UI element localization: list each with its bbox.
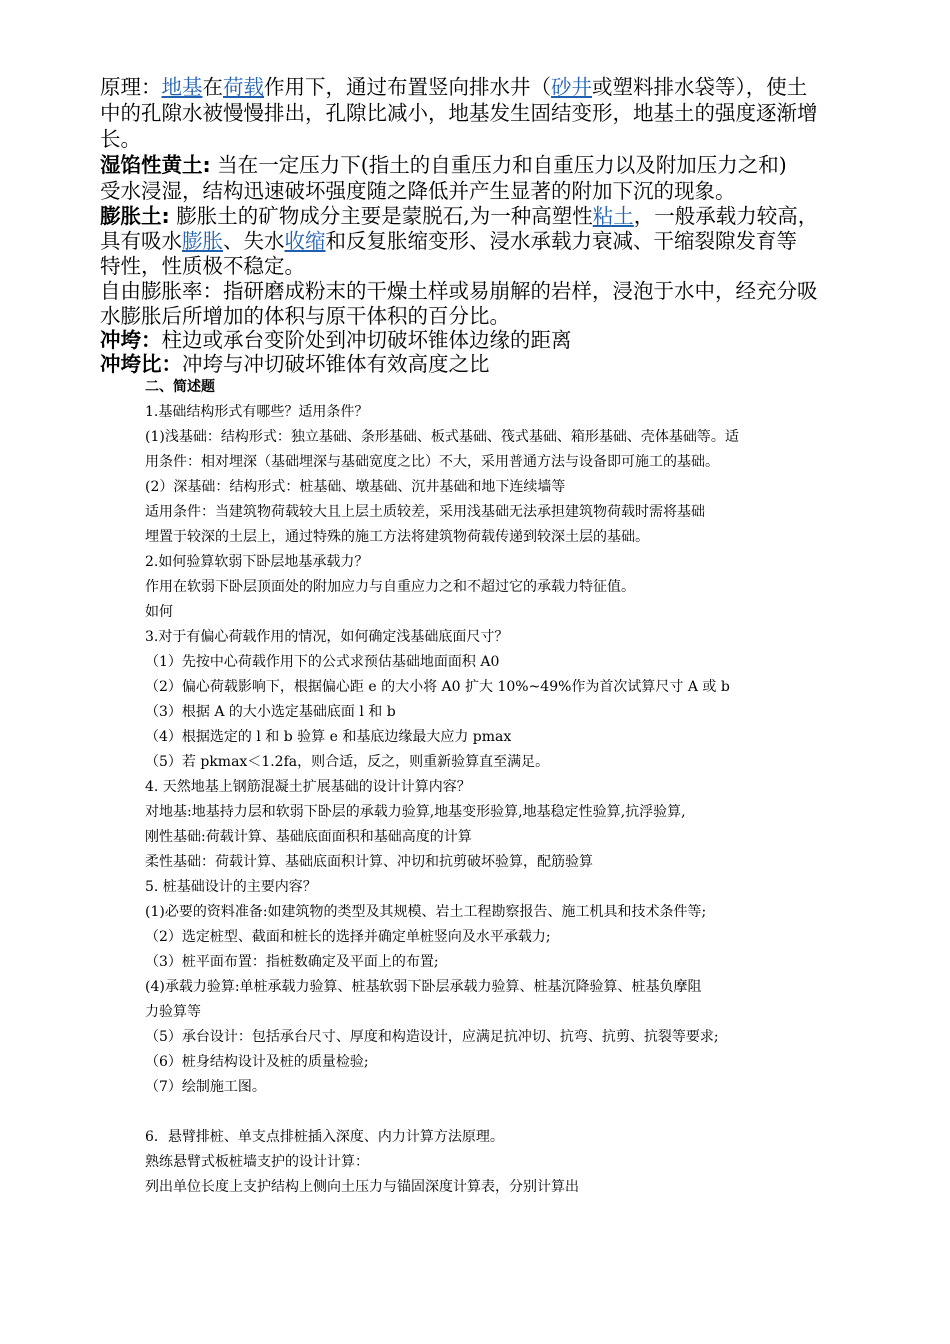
loess-term: 湿馅性黄土: [100,153,211,177]
text-span: 具有吸水 [100,229,182,253]
doc-line: 作用在软弱下卧层顶面处的附加应力与自重应力之和不超过它的承载力特征值。 [145,579,635,595]
doc-line: （7）绘制施工图。 [145,1079,266,1095]
text-span: 在 [202,75,223,99]
doc-line: (4)承载力验算:单桩承载力验算、桩基软弱下卧层承载力验算、桩基沉降验算、桩基负摩阻 [145,979,702,995]
text-span: 和反复胀缩变形、浸水承载力衰减、干缩裂隙发育等 [325,229,797,253]
doc-line: 4. 天然地基上钢筋混凝土扩展基础的设计计算内容？ [145,779,471,795]
expansive-soil-line-1 [100,203,818,229]
doc-line: （5）承台设计：包括承台尺寸、厚度和构造设计，应满足抗冲切、抗弯、抗剪、抗裂等要求; [145,1029,719,1045]
punching-term: 冲垮： [100,328,162,352]
principle-line-1 [100,74,807,100]
doc-line: （1）先按中心荷载作用下的公式求预估基础地面面积 A0 [145,654,500,670]
doc-line: （6）桩身结构设计及桩的质量检验; [145,1054,369,1070]
link-niantu[interactable]: 粘土 [592,204,634,228]
loess-line-2: 受水浸湿，结构迅速破坏强度随之降低并产生显著的附加下沉的现象。 [100,179,736,203]
link-shajing[interactable]: 砂井 [551,75,592,99]
expansive-soil-term: 膨胀土: [100,204,170,228]
text-span: 、失水 [223,229,285,253]
section-heading: 二、简述题 [145,379,215,395]
punching-ratio-term: 冲垮比： [100,352,182,376]
doc-line: 力验算等 [145,1004,201,1020]
punching-ratio-line [100,351,490,377]
text-span: 或塑料排水袋等），使土 [592,75,808,99]
doc-line: 6．悬臂排桩、单支点排桩插入深度、内力计算方法原理。 [145,1129,504,1145]
principle-line-2: 中的孔隙水被慢慢排出，孔隙比减小，地基发生固结变形，地基土的强度逐渐增 [100,101,818,125]
principle-line-3: 长。 [100,127,141,151]
doc-line: 对地基:地基持力层和软弱下卧层的承载力验算,地基变形验算,地基稳定性验算,抗浮验算, [145,804,686,820]
doc-line: (1)浅基础：结构形式：独立基础、条形基础、板式基础、筏式基础、箱形基础、壳体基础等。适 [145,429,739,445]
expansive-soil-line-2 [100,228,797,254]
text-span: ，一般承载力较高， [633,204,819,228]
link-hezai[interactable]: 荷载 [223,75,264,99]
doc-line: 列出单位长度上支护结构上侧向土压力与锚固深度计算表，分别计算出 [145,1179,579,1195]
doc-line: 用条件：相对埋深（基础埋深与基础宽度之比）不大，采用普通方法与设备即可施工的基础。 [145,454,719,470]
text-span: 膨胀土的矿物成分主要是蒙脱石,为一种高塑性 [169,204,593,228]
doc-line: （4）根据选定的 l 和 b 验算 e 和基底边缘最大应力 pmax [145,729,512,745]
doc-line: 埋置于较深的土层上，通过特殊的施工方法将建筑物荷载传递到较深土层的基础。 [145,529,649,545]
text-span: 作用下，通过布置竖向排水井（ [264,75,551,99]
doc-line: （5）若 pkmax＜1.2fa，则合适，反之，则重新验算直至满足。 [145,754,550,770]
doc-line: 3.对于有偏心荷载作用的情况，如何确定浅基础底面尺寸？ [145,629,509,645]
loess-line-1 [100,152,787,178]
principle-label: 原理： [100,75,162,99]
doc-line: （3）桩平面布置：指桩数确定及平面上的布置; [145,954,439,970]
doc-line: 柔性基础：荷载计算、基础底面积计算、冲切和抗剪破坏验算，配筋验算 [145,854,593,870]
link-pengzhang[interactable]: 膨胀 [182,229,223,253]
link-diji[interactable]: 地基 [161,75,203,99]
text-span: 柱边或承台变阶处到冲切破坏锥体边缘的距离 [161,328,572,352]
text-span: 当在一定压力下(指土的自重压力和自重压力以及附加压力之和) [210,153,787,177]
doc-line: 熟练悬臂式板桩墙支护的设计计算： [145,1154,369,1170]
doc-line: 适用条件：当建筑物荷载较大且上层土质较差，采用浅基础无法承担建筑物荷载时需将基础 [145,504,705,520]
doc-line: (1)必要的资料准备:如建筑物的类型及其规模、岩土工程勘察报告、施工机具和技术条件等; [145,904,707,920]
link-shousuo[interactable]: 收缩 [284,229,326,253]
doc-line: （3）根据 A 的大小选定基础底面 l 和 b [145,704,396,720]
doc-line: （2）选定桩型、截面和桩长的选择并确定单桩竖向及水平承载力; [145,929,551,945]
expansive-soil-line-3: 特性，性质极不稳定。 [100,254,305,278]
doc-line: 如何 [145,604,173,620]
doc-line: （2）偏心荷载影响下，根据偏心距 e 的大小将 A0 扩大 10%~49%作为首次试算尺寸 A 或 b [145,679,730,695]
free-swell-line-2: 水膨胀后所增加的体积与原干体积的百分比。 [100,304,510,328]
punching-line [100,327,572,353]
doc-line: 5. 桩基础设计的主要内容？ [145,879,317,895]
doc-line: 2.如何验算软弱下卧层地基承载力？ [145,554,369,570]
doc-line: 1.基础结构形式有哪些？适用条件？ [145,404,369,420]
doc-line: (2）深基础：结构形式：桩基础、墩基础、沉井基础和地下连续墙等 [145,479,566,495]
doc-line: 刚性基础:荷载计算、基础底面面积和基础高度的计算 [145,829,472,845]
text-span: 冲垮与冲切破坏锥体有效高度之比 [182,352,490,376]
free-swell-line-1: 自由膨胀率：指研磨成粉末的干燥土样或易崩解的岩样，浸泡于水中，经充分吸 [100,279,818,303]
